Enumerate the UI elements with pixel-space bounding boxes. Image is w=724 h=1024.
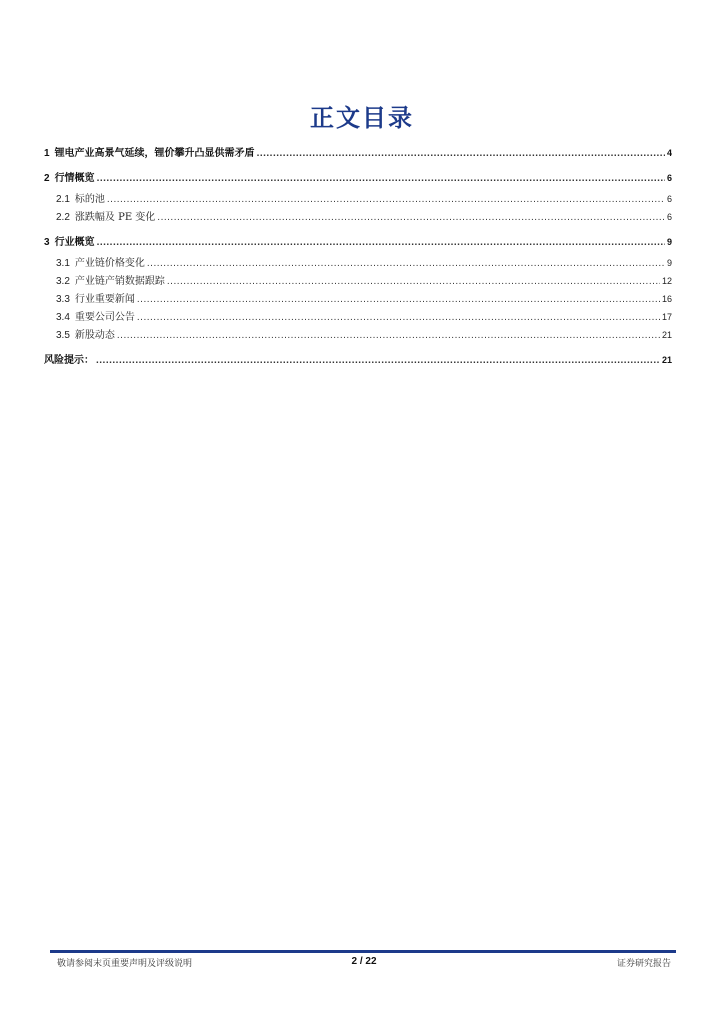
footer-disclaimer: 敬请参阅末页重要声明及评级说明: [57, 959, 193, 969]
toc-page: 9: [666, 237, 672, 247]
toc-leader: [137, 294, 660, 305]
toc-entry-1[interactable]: [44, 144, 672, 157]
toc-entry-3-1[interactable]: [44, 254, 672, 267]
toc-label: 风险提示：: [44, 355, 94, 366]
toc-label: 产业链产销数据跟踪: [74, 276, 165, 287]
page-footer: [57, 956, 671, 970]
toc-entry-2[interactable]: [44, 169, 672, 182]
toc-entry-3-3[interactable]: [44, 290, 672, 303]
toc-number: 3: [44, 237, 50, 248]
toc-entry-2-2[interactable]: [44, 208, 672, 221]
toc-number: 3.5: [56, 330, 70, 341]
toc-page: 4: [666, 148, 672, 158]
toc-label: 新股动态: [74, 330, 115, 341]
toc-label: 涨跌幅及 PE 变化: [74, 212, 156, 223]
toc-number: 3.1: [56, 258, 70, 269]
toc-leader: [147, 258, 665, 269]
toc-number: 2: [44, 173, 50, 184]
toc-label: 行业重要新闻: [74, 294, 135, 305]
toc-leader: [157, 212, 665, 223]
toc-page: 12: [661, 276, 672, 286]
toc-number: 2.2: [56, 212, 70, 223]
toc-entry-3-2[interactable]: [44, 272, 672, 285]
footer-divider: [50, 950, 676, 953]
toc-entry-3[interactable]: [44, 233, 672, 246]
toc-page: 6: [666, 173, 672, 183]
toc-label: 锂电产业高景气延续，锂价攀升凸显供需矛盾: [54, 148, 255, 159]
toc-leader: [97, 173, 665, 184]
toc-page: 17: [661, 312, 672, 322]
toc-entry-3-5[interactable]: [44, 326, 672, 339]
toc-page: 6: [666, 212, 672, 222]
toc-entry-risk[interactable]: [44, 351, 672, 364]
toc-label: 重要公司公告: [74, 312, 135, 323]
toc-leader: [107, 194, 665, 205]
toc-entry-3-4[interactable]: [44, 308, 672, 321]
toc-label: 行情概览: [54, 173, 95, 184]
toc-number: 3.4: [56, 312, 70, 323]
toc-page: 21: [661, 355, 672, 365]
toc-leader: [257, 148, 665, 159]
toc-number: 3.3: [56, 294, 70, 305]
footer-brand: 证券研究报告: [616, 959, 671, 969]
page-title: 正文目录: [310, 103, 414, 132]
toc-leader: [97, 237, 665, 248]
table-of-contents: [44, 144, 672, 364]
toc-page: 16: [661, 294, 672, 304]
toc-label: 行业概览: [54, 237, 95, 248]
toc-leader: [167, 276, 660, 287]
toc-page: 9: [666, 258, 672, 268]
toc-page: 21: [661, 330, 672, 340]
toc-number: 2.1: [56, 194, 70, 205]
toc-leader: [137, 312, 660, 323]
toc-entry-2-1[interactable]: [44, 190, 672, 203]
toc-page: 6: [666, 194, 672, 204]
footer-page-number: 2 / 22: [351, 956, 377, 967]
toc-label: 标的池: [74, 194, 105, 205]
toc-label: 产业链价格变化: [74, 258, 145, 269]
toc-number: 3.2: [56, 276, 70, 287]
toc-leader: [96, 355, 660, 366]
toc-number: 1: [44, 148, 50, 159]
toc-leader: [117, 330, 660, 341]
